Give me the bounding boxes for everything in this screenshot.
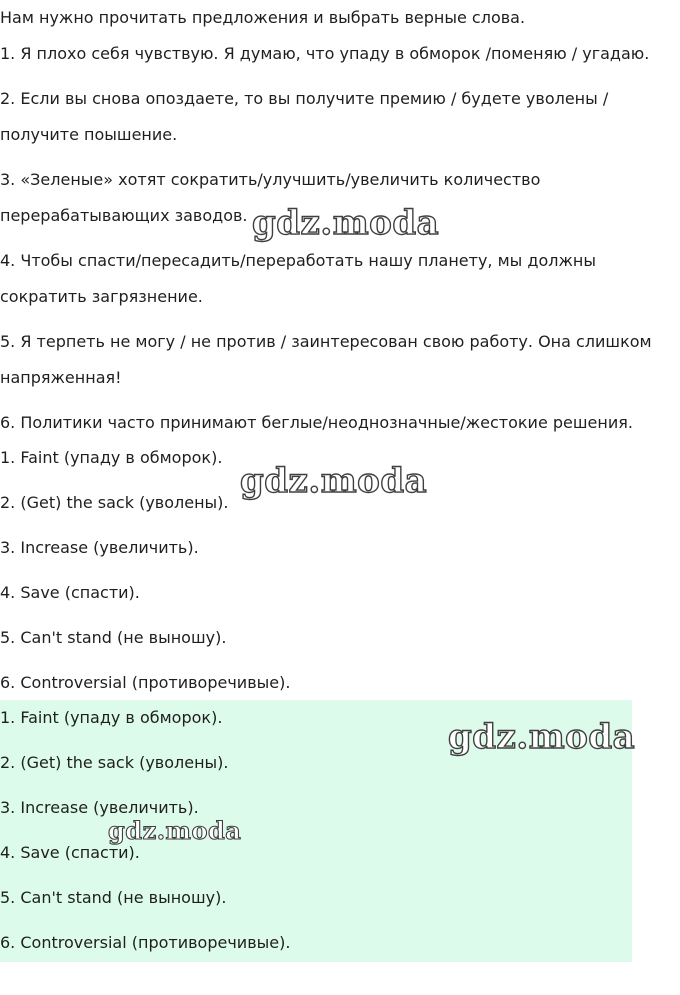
answer-4: 4. Save (спасти). [0,583,140,602]
highlighted-answer-2: 2. (Get) the sack (уволены). [0,753,229,772]
answer-3: 3. Increase (увеличить). [0,538,199,557]
sentence-3-line-2: перерабатывающих заводов. [0,206,248,225]
answer-2: 2. (Get) the sack (уволены). [0,493,229,512]
sentence-4-line-1: 4. Чтобы спасти/пересадить/переработать нашу планету, мы должны [0,251,596,270]
watermark-logo: gdz.moda [240,461,428,501]
sentence-1: 1. Я плохо себя чувствую. Я думаю, что упаду в обморок /поменяю / угадаю. [0,44,650,63]
watermark-logo: gdz.moda [108,816,242,845]
highlighted-answer-4: 4. Save (спасти). [0,843,140,862]
highlighted-answer-5: 5. Can't stand (не выношу). [0,888,227,907]
highlighted-answer-1: 1. Faint (упаду в обморок). [0,708,223,727]
sentence-6: 6. Политики часто принимают беглые/неоднозначные/жестокие решения. [0,413,633,432]
answer-5: 5. Can't stand (не выношу). [0,628,227,647]
sentence-3-line-1: 3. «Зеленые» хотят сократить/улучшить/увеличить количество [0,170,541,189]
highlighted-answer-6: 6. Controversial (противоречивые). [0,933,291,952]
watermark-logo: gdz.moda [252,203,440,243]
sentence-2-line-1: 2. Если вы снова опоздаете, то вы получите премию / будете уволены / [0,89,609,108]
answer-6: 6. Controversial (противоречивые). [0,673,291,692]
intro-text: Нам нужно прочитать предложения и выбрать верные слова. [0,8,526,27]
highlighted-answer-3: 3. Increase (увеличить). [0,798,199,817]
sentence-2-line-2: получите поышение. [0,125,178,144]
sentence-5-line-2: напряженная! [0,368,122,387]
answer-1: 1. Faint (упаду в обморок). [0,448,223,467]
sentence-5-line-1: 5. Я терпеть не могу / не против / заинтересован свою работу. Она слишком [0,332,652,351]
watermark-logo: gdz.moda [448,717,636,757]
sentence-4-line-2: сократить загрязнение. [0,287,203,306]
